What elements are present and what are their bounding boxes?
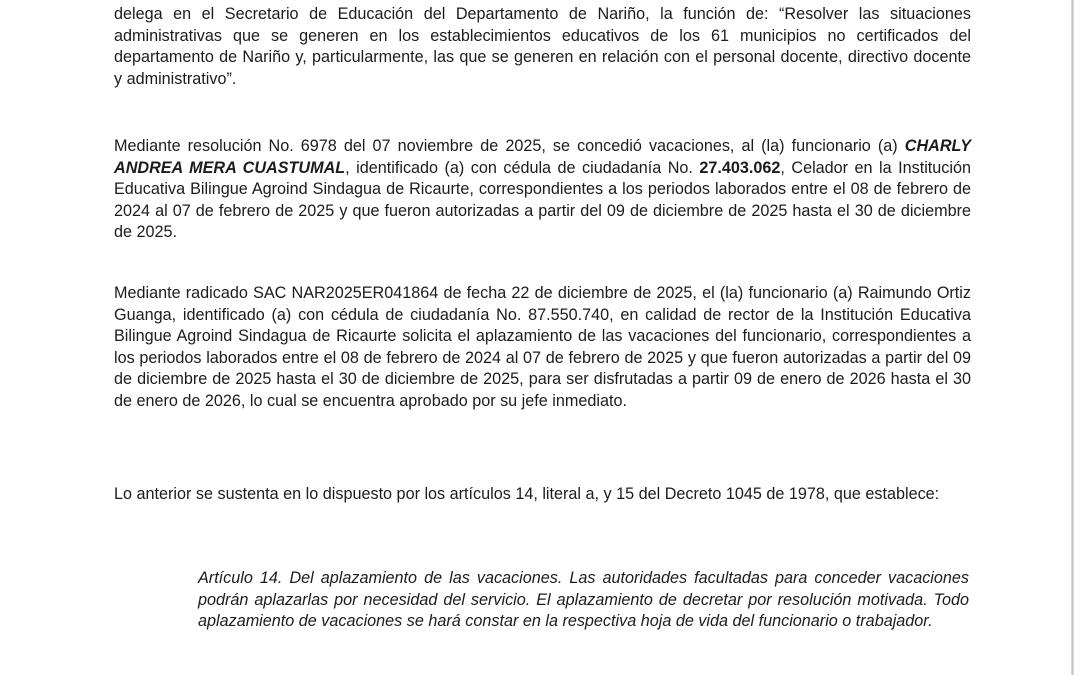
- quote-article-14: [198, 568, 969, 633]
- quote-article-14-text: Artículo 14. Del aplazamiento de las vacaciones. Las autoridades facultadas para conceder vacaciones podrán aplazarlas por necesidad del servicio. El aplazamiento de decretar por resolución motivada. Todo aplazamiento de vacaciones se hará constar en la respectiva hoja de vida del funcionario o trabajador.: [198, 569, 969, 630]
- page-edge-shadow: [1071, 0, 1074, 675]
- paragraph-legal-basis: [114, 484, 971, 506]
- paragraph-delegation: [114, 4, 971, 90]
- employee-name: CHARLY ANDREA MERA CUASTUMAL: [114, 137, 971, 177]
- paragraph-resolution: [114, 136, 971, 244]
- employee-cedula: 27.403.062: [699, 158, 781, 177]
- paragraph-legal-basis-text: Lo anterior se sustenta en lo dispuesto por los artículos 14, literal a, y 15 del Decreto 1045 de 1978, que establece:: [114, 485, 940, 503]
- resolution-text-a: Mediante resolución No. 6978 del 07 noviembre de 2025, se concedió vacaciones, al (la) funcionario (a): [114, 137, 905, 155]
- paragraph-delegation-text: delega en el Secretario de Educación del Departamento de Nariño, la función de: “Resolver las situaciones administrativas que se generen en los establecimientos educativos de los 61 municipios no certificados del departamento de Nariño y, particularmente, las que se generen en relación con el personal docente, directivo docente y administrativo”.: [114, 5, 971, 88]
- paragraph-radicado-text: Mediante radicado SAC NAR2025ER041864 de fecha 22 de diciembre de 2025, el (la) funcionario (a) Raimundo Ortiz Guanga, identificado (a) con cédula de ciudadanía No. 87.550.740, en calidad de rector de la Institución Educativa Bilingue Agroind Sindagua de Ricaurte solicita el aplazamiento de las vacaciones del funcionario, correspondientes a los periodos laborados entre el 08 de febrero de 2024 al 07 de febrero de 2025 y que fueron autorizadas a partir del 09 de diciembre de 2025 hasta el 30 de diciembre de 2025, para ser disfrutadas a partir 09 de enero de 2026 hasta el 30 de enero de 2026, lo cual se encuentra aprobado por su jefe inmediato.: [114, 284, 971, 410]
- resolution-text-c: , Celador en la Institución Educativa Bilingue Agroind Sindagua de Ricaurte, correspondientes a los periodos laborados entre el 08 de febrero de 2024 al 07 de febrero de 2025 y que fueron autorizadas a partir del 09 de diciembre de 2025 hasta el 30 de diciembre de 2025.: [114, 158, 971, 241]
- resolution-text-b: , identificado (a) con cédula de ciudadanía No.: [345, 158, 700, 177]
- paragraph-radicado: [114, 283, 971, 412]
